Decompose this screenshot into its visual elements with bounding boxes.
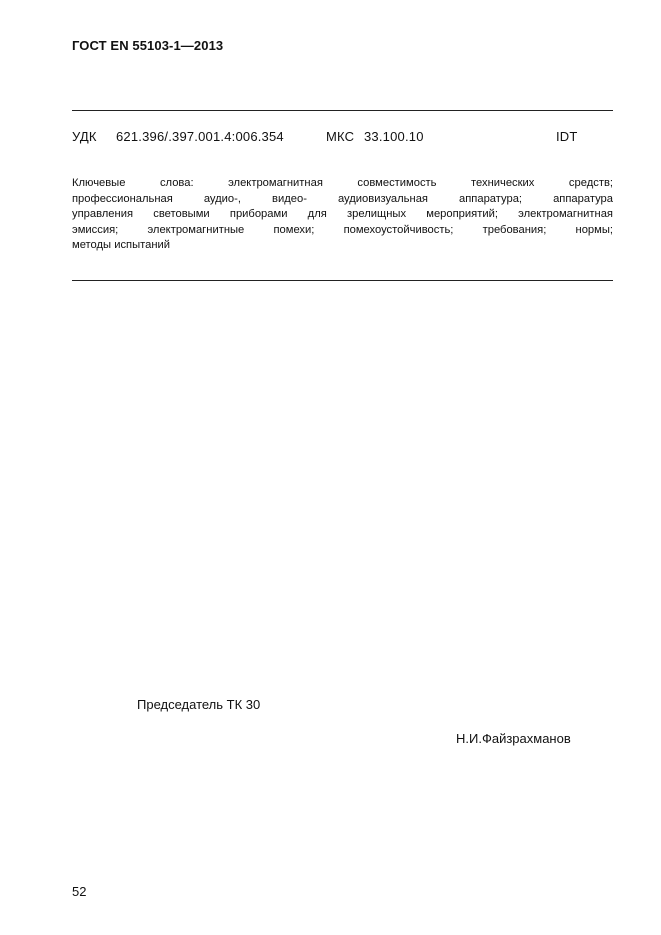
mks-value: 33.100.10: [364, 129, 424, 144]
keywords-line: профессиональная аудио-, видео- аудиовизуальная аппаратура; аппаратура: [72, 192, 613, 205]
keywords-line: Ключевые слова: электромагнитная совместимость технических средств;: [72, 177, 613, 189]
udk-label: УДК: [72, 129, 97, 144]
keywords-line: методы испытаний: [72, 239, 171, 252]
chairman-name: Н.И.Файзрахманов: [456, 731, 571, 746]
divider-top: [72, 110, 613, 111]
udk-value: 621.396/.397.001.4:006.354: [116, 129, 284, 144]
document-header: ГОСТ EN 55103-1—2013: [72, 38, 224, 53]
page-number: 52: [72, 884, 87, 899]
divider-bottom: [72, 280, 613, 281]
equivalence-code: IDT: [556, 129, 578, 144]
keywords-line: эмиссия; электромагнитные помехи; помехоустойчивость; требования; нормы;: [72, 223, 613, 236]
chairman-title: Председатель ТК 30: [137, 697, 261, 712]
keywords-line: управления световыми приборами для зрелищных мероприятий; электромагнитная: [72, 208, 613, 221]
keywords-block: [72, 176, 613, 254]
mks-label: МКС: [326, 129, 355, 144]
